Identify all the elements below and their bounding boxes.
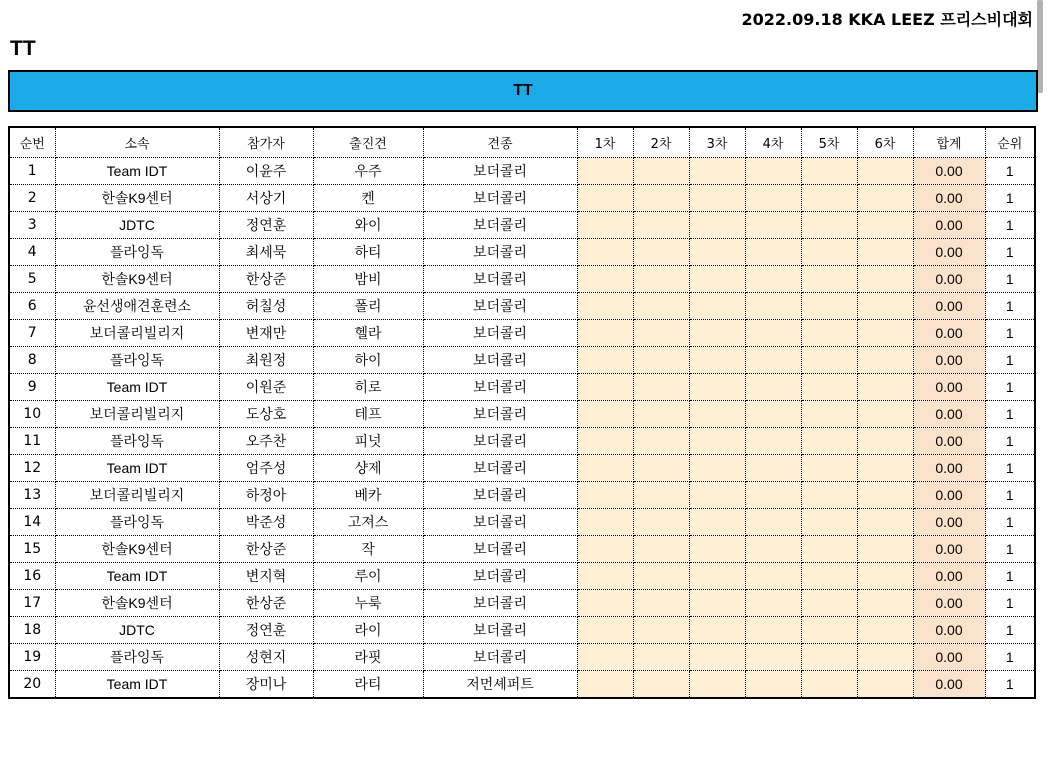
- no-cell: 16: [9, 563, 55, 590]
- round-5-score-cell[interactable]: [801, 671, 857, 699]
- column-header-round-5: 5차: [801, 127, 857, 158]
- handler-cell: 최세묵: [219, 239, 313, 266]
- round-3-score-cell[interactable]: [689, 590, 745, 617]
- column-header-no: 순번: [9, 127, 55, 158]
- handler-cell: 이윤주: [219, 158, 313, 185]
- round-1-score-cell[interactable]: [577, 185, 633, 212]
- total-cell: 0.00: [913, 509, 985, 536]
- team-cell: 한솔K9센터: [55, 590, 219, 617]
- breed-cell: 보더콜리: [423, 563, 577, 590]
- rank-cell: 1: [985, 509, 1035, 536]
- dog-cell: 샹제: [313, 455, 423, 482]
- dog-cell: 하티: [313, 239, 423, 266]
- total-cell: 0.00: [913, 158, 985, 185]
- no-cell: 12: [9, 455, 55, 482]
- total-cell: 0.00: [913, 266, 985, 293]
- round-2-score-cell[interactable]: [633, 455, 689, 482]
- breed-cell: 보더콜리: [423, 374, 577, 401]
- total-cell: 0.00: [913, 617, 985, 644]
- breed-cell: 보더콜리: [423, 536, 577, 563]
- handler-cell: 한상준: [219, 536, 313, 563]
- team-cell: 플라잉독: [55, 239, 219, 266]
- dog-cell: 헬라: [313, 320, 423, 347]
- total-cell: 0.00: [913, 239, 985, 266]
- round-2-score-cell[interactable]: [633, 374, 689, 401]
- dog-cell: 라티: [313, 671, 423, 699]
- round-4-score-cell[interactable]: [745, 509, 801, 536]
- round-3-score-cell[interactable]: [689, 509, 745, 536]
- table-row: [9, 671, 1035, 699]
- round-2-score-cell[interactable]: [633, 428, 689, 455]
- dog-cell: 우주: [313, 158, 423, 185]
- round-6-score-cell[interactable]: [857, 455, 913, 482]
- breed-cell: 보더콜리: [423, 320, 577, 347]
- round-5-score-cell[interactable]: [801, 428, 857, 455]
- team-cell: 플라잉독: [55, 509, 219, 536]
- column-header-round-1: 1차: [577, 127, 633, 158]
- round-5-score-cell[interactable]: [801, 347, 857, 374]
- breed-cell: 보더콜리: [423, 212, 577, 239]
- table-row: [9, 482, 1035, 509]
- round-1-score-cell[interactable]: [577, 671, 633, 699]
- handler-cell: 정연훈: [219, 212, 313, 239]
- column-header-round-6: 6차: [857, 127, 913, 158]
- round-5-score-cell[interactable]: [801, 239, 857, 266]
- rank-cell: 1: [985, 266, 1035, 293]
- rank-cell: 1: [985, 347, 1035, 374]
- breed-cell: 보더콜리: [423, 428, 577, 455]
- no-cell: 6: [9, 293, 55, 320]
- column-header-total: 합계: [913, 127, 985, 158]
- round-6-score-cell[interactable]: [857, 374, 913, 401]
- round-5-score-cell[interactable]: [801, 374, 857, 401]
- column-header-team: 소속: [55, 127, 219, 158]
- round-1-score-cell[interactable]: [577, 347, 633, 374]
- handler-cell: 엄주성: [219, 455, 313, 482]
- round-5-score-cell[interactable]: [801, 158, 857, 185]
- total-cell: 0.00: [913, 455, 985, 482]
- round-3-score-cell[interactable]: [689, 239, 745, 266]
- dog-cell: 피넛: [313, 428, 423, 455]
- round-4-score-cell[interactable]: [745, 347, 801, 374]
- table-row: [9, 401, 1035, 428]
- dog-cell: 루이: [313, 563, 423, 590]
- round-6-score-cell[interactable]: [857, 590, 913, 617]
- team-cell: 보더콜리빌리지: [55, 401, 219, 428]
- round-5-score-cell[interactable]: [801, 617, 857, 644]
- total-cell: 0.00: [913, 482, 985, 509]
- total-cell: 0.00: [913, 347, 985, 374]
- round-6-score-cell[interactable]: [857, 428, 913, 455]
- dog-cell: 테프: [313, 401, 423, 428]
- no-cell: 4: [9, 239, 55, 266]
- rank-cell: 1: [985, 185, 1035, 212]
- round-6-score-cell[interactable]: [857, 482, 913, 509]
- breed-cell: 보더콜리: [423, 617, 577, 644]
- team-cell: Team IDT: [55, 455, 219, 482]
- table-row: [9, 374, 1035, 401]
- round-3-score-cell[interactable]: [689, 401, 745, 428]
- round-6-score-cell[interactable]: [857, 185, 913, 212]
- section-banner: TT: [8, 70, 1038, 112]
- round-6-score-cell[interactable]: [857, 644, 913, 671]
- table-row: [9, 617, 1035, 644]
- total-cell: 0.00: [913, 590, 985, 617]
- dog-cell: 밤비: [313, 266, 423, 293]
- round-5-score-cell[interactable]: [801, 401, 857, 428]
- dog-cell: 켄: [313, 185, 423, 212]
- round-5-score-cell[interactable]: [801, 563, 857, 590]
- handler-cell: 한상준: [219, 266, 313, 293]
- no-cell: 18: [9, 617, 55, 644]
- handler-cell: 하정아: [219, 482, 313, 509]
- team-cell: JDTC: [55, 617, 219, 644]
- dog-cell: 라핏: [313, 644, 423, 671]
- round-5-score-cell[interactable]: [801, 590, 857, 617]
- round-6-score-cell[interactable]: [857, 239, 913, 266]
- breed-cell: 보더콜리: [423, 266, 577, 293]
- round-4-score-cell[interactable]: [745, 374, 801, 401]
- table-row: [9, 158, 1035, 185]
- team-cell: JDTC: [55, 212, 219, 239]
- rank-cell: 1: [985, 482, 1035, 509]
- no-cell: 15: [9, 536, 55, 563]
- round-6-score-cell[interactable]: [857, 212, 913, 239]
- no-cell: 8: [9, 347, 55, 374]
- round-1-score-cell[interactable]: [577, 509, 633, 536]
- round-2-score-cell[interactable]: [633, 185, 689, 212]
- round-3-score-cell[interactable]: [689, 347, 745, 374]
- round-3-score-cell[interactable]: [689, 185, 745, 212]
- table-row: [9, 455, 1035, 482]
- round-2-score-cell[interactable]: [633, 563, 689, 590]
- table-row: [9, 185, 1035, 212]
- rank-cell: 1: [985, 239, 1035, 266]
- round-1-score-cell[interactable]: [577, 158, 633, 185]
- round-3-score-cell[interactable]: [689, 644, 745, 671]
- no-cell: 13: [9, 482, 55, 509]
- table-header-row: [9, 127, 1035, 158]
- round-4-score-cell[interactable]: [745, 455, 801, 482]
- rank-cell: 1: [985, 617, 1035, 644]
- total-cell: 0.00: [913, 401, 985, 428]
- round-1-score-cell[interactable]: [577, 293, 633, 320]
- round-3-score-cell[interactable]: [689, 482, 745, 509]
- round-6-score-cell[interactable]: [857, 158, 913, 185]
- rank-cell: 1: [985, 158, 1035, 185]
- no-cell: 17: [9, 590, 55, 617]
- round-5-score-cell[interactable]: [801, 455, 857, 482]
- team-cell: 윤선생애견훈련소: [55, 293, 219, 320]
- round-4-score-cell[interactable]: [745, 401, 801, 428]
- round-6-score-cell[interactable]: [857, 671, 913, 699]
- handler-cell: 장미나: [219, 671, 313, 699]
- round-6-score-cell[interactable]: [857, 347, 913, 374]
- round-1-score-cell[interactable]: [577, 590, 633, 617]
- handler-cell: 변지혁: [219, 563, 313, 590]
- round-2-score-cell[interactable]: [633, 617, 689, 644]
- team-cell: 한솔K9센터: [55, 536, 219, 563]
- round-3-score-cell[interactable]: [689, 293, 745, 320]
- round-1-score-cell[interactable]: [577, 266, 633, 293]
- round-1-score-cell[interactable]: [577, 563, 633, 590]
- round-5-score-cell[interactable]: [801, 266, 857, 293]
- handler-cell: 변재만: [219, 320, 313, 347]
- rank-cell: 1: [985, 401, 1035, 428]
- total-cell: 0.00: [913, 374, 985, 401]
- breed-cell: 보더콜리: [423, 590, 577, 617]
- score-table: [8, 126, 1036, 699]
- round-1-score-cell[interactable]: [577, 428, 633, 455]
- round-5-score-cell[interactable]: [801, 293, 857, 320]
- round-3-score-cell[interactable]: [689, 320, 745, 347]
- team-cell: 보더콜리빌리지: [55, 320, 219, 347]
- no-cell: 9: [9, 374, 55, 401]
- dog-cell: 히로: [313, 374, 423, 401]
- table-row: [9, 428, 1035, 455]
- team-cell: 플라잉독: [55, 644, 219, 671]
- dog-cell: 하이: [313, 347, 423, 374]
- round-1-score-cell[interactable]: [577, 374, 633, 401]
- total-cell: 0.00: [913, 320, 985, 347]
- dog-cell: 작: [313, 536, 423, 563]
- column-header-round-4: 4차: [745, 127, 801, 158]
- breed-cell: 보더콜리: [423, 347, 577, 374]
- table-row: [9, 644, 1035, 671]
- handler-cell: 한상준: [219, 590, 313, 617]
- total-cell: 0.00: [913, 293, 985, 320]
- breed-cell: 보더콜리: [423, 185, 577, 212]
- round-4-score-cell[interactable]: [745, 536, 801, 563]
- round-4-score-cell[interactable]: [745, 293, 801, 320]
- round-4-score-cell[interactable]: [745, 482, 801, 509]
- round-1-score-cell[interactable]: [577, 644, 633, 671]
- round-4-score-cell[interactable]: [745, 266, 801, 293]
- total-cell: 0.00: [913, 212, 985, 239]
- round-2-score-cell[interactable]: [633, 644, 689, 671]
- round-2-score-cell[interactable]: [633, 347, 689, 374]
- rank-cell: 1: [985, 536, 1035, 563]
- breed-cell: 보더콜리: [423, 644, 577, 671]
- round-2-score-cell[interactable]: [633, 158, 689, 185]
- round-6-score-cell[interactable]: [857, 266, 913, 293]
- round-4-score-cell[interactable]: [745, 617, 801, 644]
- team-cell: 플라잉독: [55, 428, 219, 455]
- no-cell: 7: [9, 320, 55, 347]
- round-3-score-cell[interactable]: [689, 671, 745, 699]
- round-5-score-cell[interactable]: [801, 482, 857, 509]
- round-4-score-cell[interactable]: [745, 563, 801, 590]
- dog-cell: 누룩: [313, 590, 423, 617]
- round-1-score-cell[interactable]: [577, 239, 633, 266]
- round-5-score-cell[interactable]: [801, 320, 857, 347]
- round-6-score-cell[interactable]: [857, 401, 913, 428]
- rank-cell: 1: [985, 212, 1035, 239]
- rank-cell: 1: [985, 563, 1035, 590]
- round-3-score-cell[interactable]: [689, 563, 745, 590]
- round-6-score-cell[interactable]: [857, 320, 913, 347]
- round-2-score-cell[interactable]: [633, 671, 689, 699]
- team-cell: Team IDT: [55, 374, 219, 401]
- round-3-score-cell[interactable]: [689, 536, 745, 563]
- breed-cell: 보더콜리: [423, 455, 577, 482]
- table-row: [9, 293, 1035, 320]
- column-header-round-2: 2차: [633, 127, 689, 158]
- handler-cell: 정연훈: [219, 617, 313, 644]
- table-row: [9, 212, 1035, 239]
- round-5-score-cell[interactable]: [801, 212, 857, 239]
- rank-cell: 1: [985, 374, 1035, 401]
- team-cell: 보더콜리빌리지: [55, 482, 219, 509]
- no-cell: 3: [9, 212, 55, 239]
- breed-cell: 보더콜리: [423, 158, 577, 185]
- round-3-score-cell[interactable]: [689, 617, 745, 644]
- round-2-score-cell[interactable]: [633, 401, 689, 428]
- round-3-score-cell[interactable]: [689, 266, 745, 293]
- breed-cell: 저먼셰퍼트: [423, 671, 577, 699]
- breed-cell: 보더콜리: [423, 293, 577, 320]
- round-2-score-cell[interactable]: [633, 590, 689, 617]
- round-4-score-cell[interactable]: [745, 428, 801, 455]
- round-4-score-cell[interactable]: [745, 185, 801, 212]
- round-2-score-cell[interactable]: [633, 239, 689, 266]
- team-cell: 플라잉독: [55, 347, 219, 374]
- round-1-score-cell[interactable]: [577, 401, 633, 428]
- column-header-handler: 참가자: [219, 127, 313, 158]
- breed-cell: 보더콜리: [423, 509, 577, 536]
- no-cell: 1: [9, 158, 55, 185]
- handler-cell: 허칠성: [219, 293, 313, 320]
- round-6-score-cell[interactable]: [857, 293, 913, 320]
- round-5-score-cell[interactable]: [801, 644, 857, 671]
- round-4-score-cell[interactable]: [745, 158, 801, 185]
- table-body: [9, 158, 1035, 699]
- breed-cell: 보더콜리: [423, 239, 577, 266]
- table-row: [9, 590, 1035, 617]
- rank-cell: 1: [985, 671, 1035, 699]
- round-4-score-cell[interactable]: [745, 644, 801, 671]
- total-cell: 0.00: [913, 644, 985, 671]
- round-1-score-cell[interactable]: [577, 617, 633, 644]
- round-2-score-cell[interactable]: [633, 266, 689, 293]
- dog-cell: 고져스: [313, 509, 423, 536]
- round-6-score-cell[interactable]: [857, 617, 913, 644]
- column-header-dog: 출진견: [313, 127, 423, 158]
- round-4-score-cell[interactable]: [745, 239, 801, 266]
- rank-cell: 1: [985, 590, 1035, 617]
- team-cell: Team IDT: [55, 563, 219, 590]
- rank-cell: 1: [985, 320, 1035, 347]
- round-3-score-cell[interactable]: [689, 212, 745, 239]
- table-row: [9, 266, 1035, 293]
- no-cell: 5: [9, 266, 55, 293]
- round-4-score-cell[interactable]: [745, 320, 801, 347]
- handler-cell: 박준성: [219, 509, 313, 536]
- rank-cell: 1: [985, 293, 1035, 320]
- round-4-score-cell[interactable]: [745, 590, 801, 617]
- no-cell: 10: [9, 401, 55, 428]
- total-cell: 0.00: [913, 185, 985, 212]
- round-4-score-cell[interactable]: [745, 212, 801, 239]
- handler-cell: 이원준: [219, 374, 313, 401]
- round-1-score-cell[interactable]: [577, 455, 633, 482]
- dog-cell: 폴리: [313, 293, 423, 320]
- team-cell: 한솔K9센터: [55, 185, 219, 212]
- round-3-score-cell[interactable]: [689, 374, 745, 401]
- breed-cell: 보더콜리: [423, 482, 577, 509]
- round-4-score-cell[interactable]: [745, 671, 801, 699]
- round-1-score-cell[interactable]: [577, 536, 633, 563]
- rank-cell: 1: [985, 644, 1035, 671]
- total-cell: 0.00: [913, 563, 985, 590]
- round-2-score-cell[interactable]: [633, 293, 689, 320]
- dog-cell: 베카: [313, 482, 423, 509]
- round-2-score-cell[interactable]: [633, 536, 689, 563]
- round-6-score-cell[interactable]: [857, 563, 913, 590]
- table-row: [9, 509, 1035, 536]
- table-row: [9, 320, 1035, 347]
- no-cell: 19: [9, 644, 55, 671]
- column-header-rank: 순위: [985, 127, 1035, 158]
- round-5-score-cell[interactable]: [801, 185, 857, 212]
- round-1-score-cell[interactable]: [577, 320, 633, 347]
- dog-cell: 와이: [313, 212, 423, 239]
- page-title: TT: [10, 37, 36, 60]
- table-row: [9, 239, 1035, 266]
- table-row: [9, 347, 1035, 374]
- round-3-score-cell[interactable]: [689, 158, 745, 185]
- handler-cell: 도상호: [219, 401, 313, 428]
- round-3-score-cell[interactable]: [689, 428, 745, 455]
- team-cell: Team IDT: [55, 671, 219, 699]
- handler-cell: 오주찬: [219, 428, 313, 455]
- round-2-score-cell[interactable]: [633, 320, 689, 347]
- round-6-score-cell[interactable]: [857, 536, 913, 563]
- table-row: [9, 563, 1035, 590]
- round-5-score-cell[interactable]: [801, 509, 857, 536]
- round-1-score-cell[interactable]: [577, 482, 633, 509]
- round-1-score-cell[interactable]: [577, 212, 633, 239]
- column-header-round-3: 3차: [689, 127, 745, 158]
- handler-cell: 최원정: [219, 347, 313, 374]
- total-cell: 0.00: [913, 671, 985, 699]
- round-2-score-cell[interactable]: [633, 509, 689, 536]
- round-2-score-cell[interactable]: [633, 212, 689, 239]
- round-3-score-cell[interactable]: [689, 455, 745, 482]
- team-cell: 한솔K9센터: [55, 266, 219, 293]
- no-cell: 11: [9, 428, 55, 455]
- no-cell: 20: [9, 671, 55, 699]
- round-6-score-cell[interactable]: [857, 509, 913, 536]
- rank-cell: 1: [985, 455, 1035, 482]
- total-cell: 0.00: [913, 536, 985, 563]
- event-title: 2022.09.18 KKA LEEZ 프리스비대회: [741, 10, 1033, 29]
- handler-cell: 성현지: [219, 644, 313, 671]
- no-cell: 2: [9, 185, 55, 212]
- column-header-breed: 견종: [423, 127, 577, 158]
- total-cell: 0.00: [913, 428, 985, 455]
- dog-cell: 라이: [313, 617, 423, 644]
- no-cell: 14: [9, 509, 55, 536]
- handler-cell: 서상기: [219, 185, 313, 212]
- rank-cell: 1: [985, 428, 1035, 455]
- round-5-score-cell[interactable]: [801, 536, 857, 563]
- table-row: [9, 536, 1035, 563]
- team-cell: Team IDT: [55, 158, 219, 185]
- breed-cell: 보더콜리: [423, 401, 577, 428]
- round-2-score-cell[interactable]: [633, 482, 689, 509]
